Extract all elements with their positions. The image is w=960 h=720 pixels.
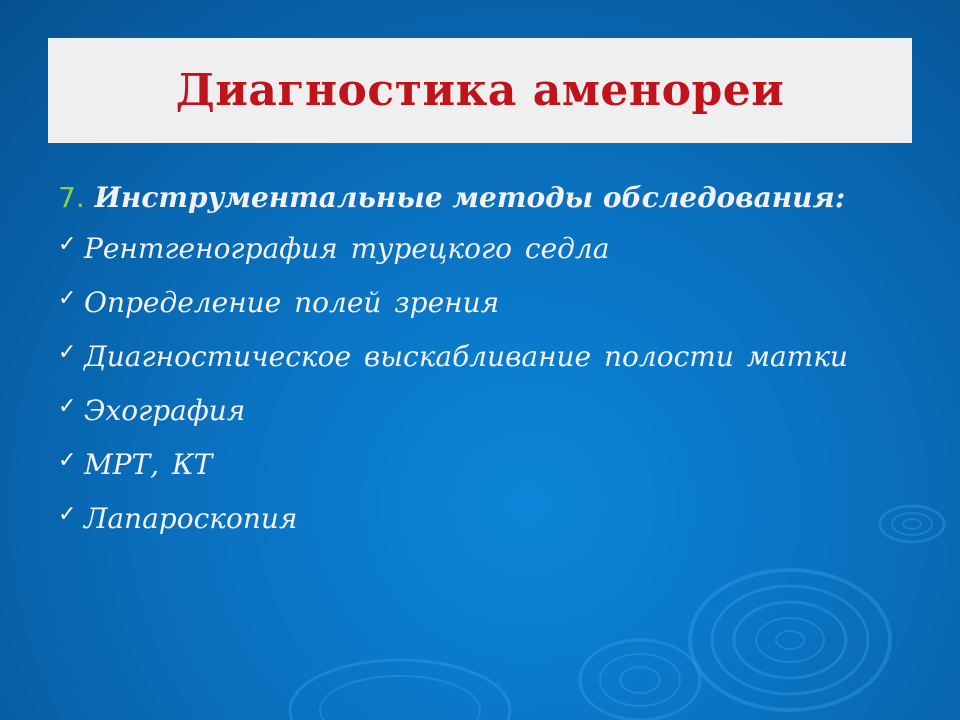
check-mark-icon: ✓ — [58, 232, 77, 257]
list-item: ✓ Эхография — [58, 392, 918, 430]
check-mark-icon: ✓ — [58, 394, 77, 419]
slide-body — [58, 178, 918, 554]
check-mark-icon: ✓ — [58, 448, 77, 473]
slide-title: Диагностика аменореи — [175, 65, 785, 116]
check-mark-icon: ✓ — [58, 340, 77, 365]
list-item: ✓ Рентгенография турецкого седла — [58, 230, 918, 268]
ripple-bottom-left — [290, 660, 510, 720]
section-number: 7. — [58, 181, 85, 214]
check-mark-icon: ✓ — [58, 286, 77, 311]
title-banner — [48, 38, 912, 143]
list-item: ✓ Определение полей зрения — [58, 284, 918, 322]
section-heading-text: Инструментальные методы обследования: — [94, 181, 846, 214]
methods-list — [58, 230, 918, 538]
check-mark-icon: ✓ — [58, 502, 77, 527]
ripple-large — [690, 570, 890, 710]
list-item: ✓ Лапароскопия — [58, 500, 918, 538]
ripple-medium — [580, 640, 700, 720]
section-heading — [58, 178, 918, 218]
list-item: ✓ Диагностическое выскабливание полости матки — [58, 338, 918, 376]
list-item: ✓ МРТ, КТ — [58, 446, 918, 484]
